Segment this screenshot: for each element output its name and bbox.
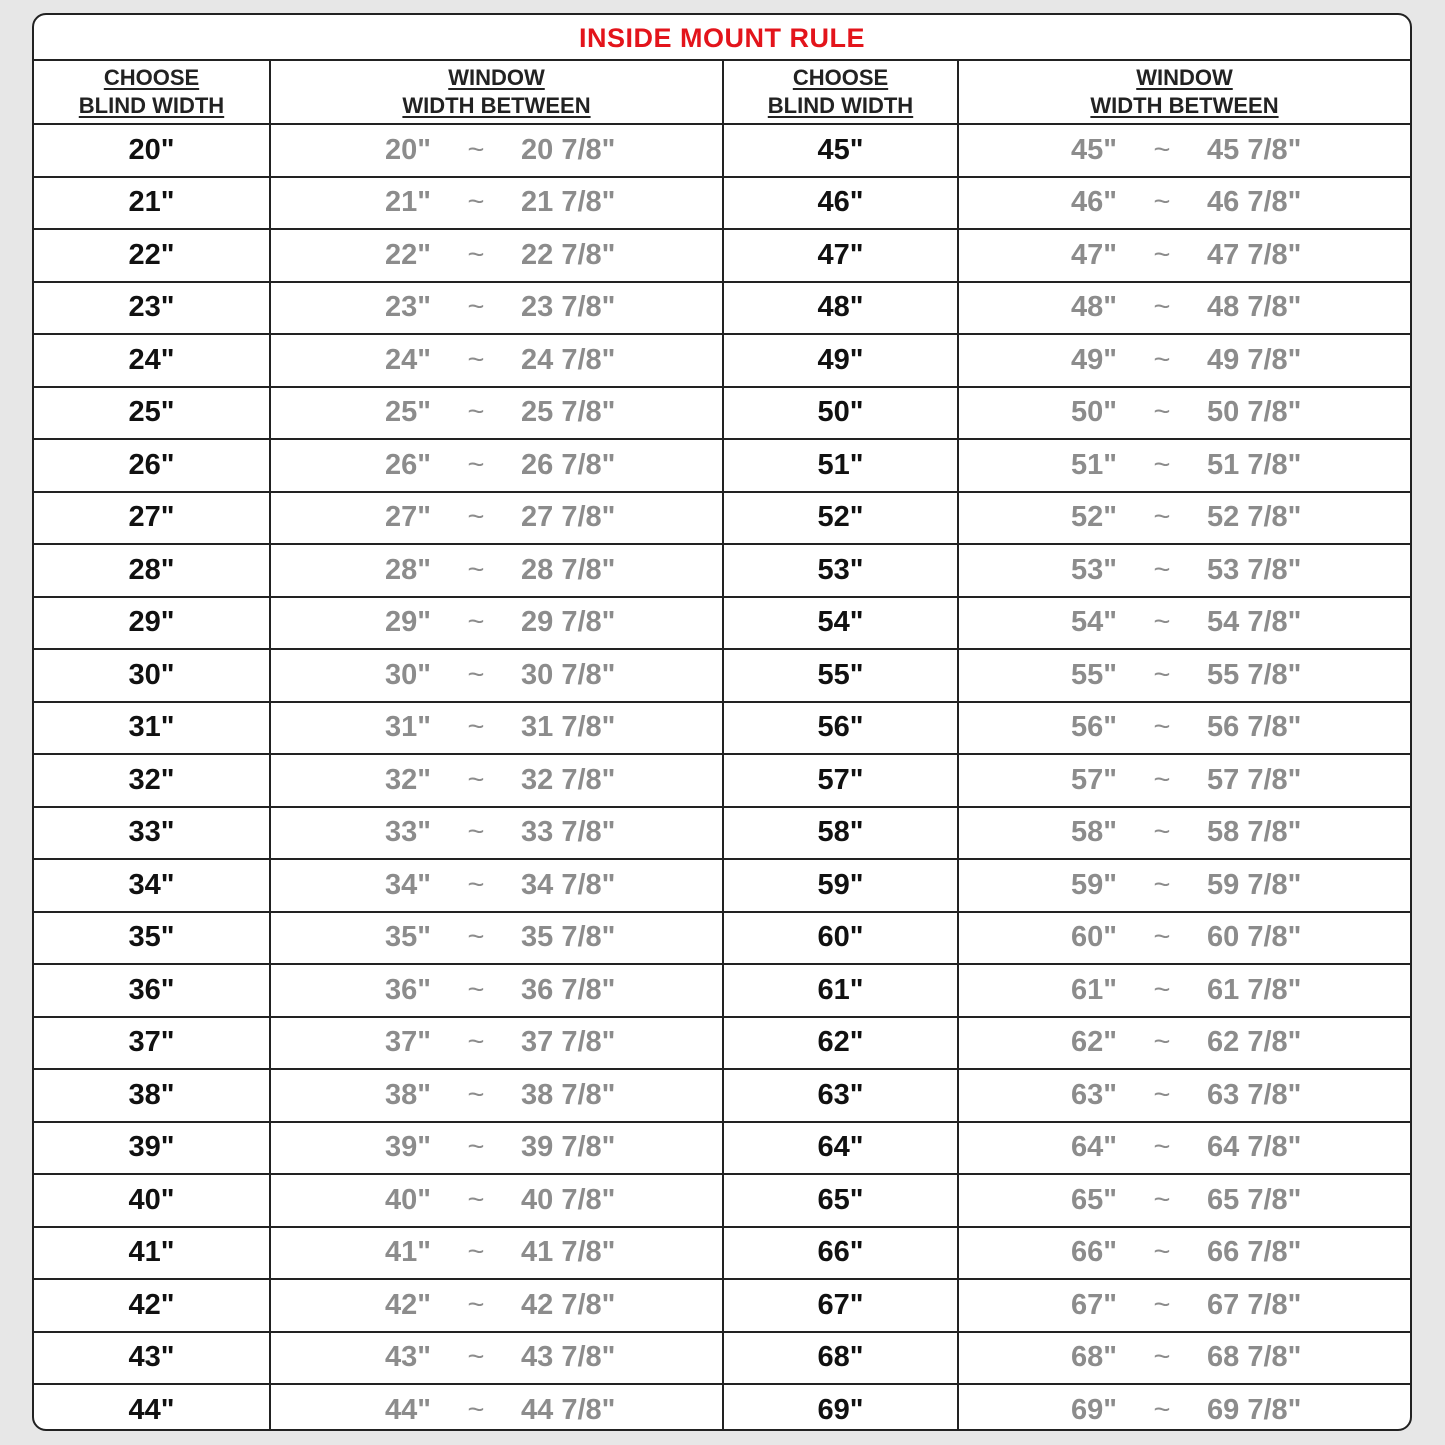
range-min: 40" xyxy=(384,1183,431,1216)
range-max: 69 7/8" xyxy=(1207,1393,1302,1426)
range-max: 40 7/8" xyxy=(521,1183,616,1216)
range-max: 62 7/8" xyxy=(1207,1026,1302,1059)
range-min: 52" xyxy=(1070,501,1117,534)
range-min: 37" xyxy=(384,1026,431,1059)
range-min: 67" xyxy=(1070,1288,1117,1321)
range-max: 60 7/8" xyxy=(1207,921,1302,954)
range-max: 32 7/8" xyxy=(521,763,616,796)
range-min: 35" xyxy=(384,921,431,954)
range-min: 57" xyxy=(1070,763,1117,796)
range-separator: ~ xyxy=(1153,1393,1171,1426)
range-max: 51 7/8" xyxy=(1207,448,1302,481)
range-max: 66 7/8" xyxy=(1207,1236,1302,1269)
range-max: 55 7/8" xyxy=(1207,658,1302,691)
window-range-cell xyxy=(958,649,1410,702)
blind-width-cell: 43" xyxy=(34,1332,270,1385)
range-min: 46" xyxy=(1070,186,1117,219)
blind-width-cell: 54" xyxy=(723,597,958,650)
range-max: 49 7/8" xyxy=(1207,343,1302,376)
blind-width-cell: 28" xyxy=(34,544,270,597)
window-range-cell xyxy=(958,1122,1410,1175)
blind-width-cell: 50" xyxy=(723,387,958,440)
range-separator: ~ xyxy=(1153,711,1171,744)
range-separator: ~ xyxy=(467,658,485,691)
table-row xyxy=(34,964,1410,1017)
window-range-cell xyxy=(270,1279,723,1332)
window-range-cell xyxy=(958,1279,1410,1332)
window-range-cell xyxy=(958,1227,1410,1280)
range-min: 36" xyxy=(384,973,431,1006)
range-separator: ~ xyxy=(1153,1131,1171,1164)
window-range-cell xyxy=(958,544,1410,597)
range-max: 59 7/8" xyxy=(1207,868,1302,901)
range-min: 30" xyxy=(384,658,431,691)
window-range-cell xyxy=(270,1227,723,1280)
range-min: 28" xyxy=(384,553,431,586)
window-range-cell xyxy=(270,1174,723,1227)
range-min: 45" xyxy=(1070,133,1117,166)
range-min: 33" xyxy=(384,816,431,849)
blind-width-cell: 26" xyxy=(34,439,270,492)
range-min: 34" xyxy=(384,868,431,901)
blind-width-cell: 46" xyxy=(723,177,958,230)
range-separator: ~ xyxy=(1153,186,1171,219)
blind-width-cell: 30" xyxy=(34,649,270,702)
blind-width-cell: 22" xyxy=(34,229,270,282)
window-range-cell xyxy=(958,229,1410,282)
range-min: 41" xyxy=(384,1236,431,1269)
blind-width-cell: 27" xyxy=(34,492,270,545)
table-row xyxy=(34,1017,1410,1070)
range-separator: ~ xyxy=(1153,921,1171,954)
range-max: 42 7/8" xyxy=(521,1288,616,1321)
header-row xyxy=(34,61,1410,124)
range-min: 47" xyxy=(1070,238,1117,271)
table-row xyxy=(34,1332,1410,1385)
range-separator: ~ xyxy=(1153,291,1171,324)
window-range-cell xyxy=(270,124,723,177)
range-max: 61 7/8" xyxy=(1207,973,1302,1006)
range-min: 25" xyxy=(384,396,431,429)
window-range-cell xyxy=(270,702,723,755)
window-range-cell xyxy=(270,859,723,912)
range-min: 63" xyxy=(1070,1078,1117,1111)
table-body xyxy=(34,124,1410,1431)
window-range-cell xyxy=(958,334,1410,387)
range-min: 50" xyxy=(1070,396,1117,429)
header-choose-blind-width-right: CHOOSE BLIND WIDTH xyxy=(723,61,958,124)
range-min: 59" xyxy=(1070,868,1117,901)
blind-width-cell: 56" xyxy=(723,702,958,755)
window-range-cell xyxy=(958,754,1410,807)
table-row xyxy=(34,387,1410,440)
range-max: 25 7/8" xyxy=(521,396,616,429)
range-max: 41 7/8" xyxy=(521,1236,616,1269)
chart-title: INSIDE MOUNT RULE xyxy=(34,15,1410,61)
range-min: 44" xyxy=(384,1393,431,1426)
table-row xyxy=(34,282,1410,335)
blind-width-cell: 59" xyxy=(723,859,958,912)
range-min: 42" xyxy=(384,1288,431,1321)
table-row xyxy=(34,649,1410,702)
range-max: 37 7/8" xyxy=(521,1026,616,1059)
range-separator: ~ xyxy=(1153,343,1171,376)
range-min: 49" xyxy=(1070,343,1117,376)
table-row xyxy=(34,1279,1410,1332)
range-max: 43 7/8" xyxy=(521,1341,616,1374)
range-separator: ~ xyxy=(1153,816,1171,849)
range-max: 68 7/8" xyxy=(1207,1341,1302,1374)
range-separator: ~ xyxy=(1153,1288,1171,1321)
window-range-cell xyxy=(958,177,1410,230)
blind-width-cell: 69" xyxy=(723,1384,958,1431)
range-max: 53 7/8" xyxy=(1207,553,1302,586)
window-range-cell xyxy=(270,807,723,860)
blind-width-cell: 40" xyxy=(34,1174,270,1227)
blind-width-cell: 29" xyxy=(34,597,270,650)
blind-width-cell: 42" xyxy=(34,1279,270,1332)
range-max: 57 7/8" xyxy=(1207,763,1302,796)
range-max: 33 7/8" xyxy=(521,816,616,849)
range-max: 34 7/8" xyxy=(521,868,616,901)
range-max: 24 7/8" xyxy=(521,343,616,376)
range-max: 64 7/8" xyxy=(1207,1131,1302,1164)
window-range-cell xyxy=(270,597,723,650)
range-min: 48" xyxy=(1070,291,1117,324)
range-max: 22 7/8" xyxy=(521,238,616,271)
window-range-cell xyxy=(270,229,723,282)
range-separator: ~ xyxy=(1153,1183,1171,1216)
window-range-cell xyxy=(270,1017,723,1070)
window-range-cell xyxy=(270,649,723,702)
range-min: 69" xyxy=(1070,1393,1117,1426)
range-separator: ~ xyxy=(467,711,485,744)
range-separator: ~ xyxy=(467,1341,485,1374)
window-range-cell xyxy=(270,282,723,335)
blind-width-cell: 41" xyxy=(34,1227,270,1280)
range-separator: ~ xyxy=(1153,396,1171,429)
blind-width-cell: 24" xyxy=(34,334,270,387)
range-min: 31" xyxy=(384,711,431,744)
blind-width-cell: 45" xyxy=(723,124,958,177)
blind-width-cell: 62" xyxy=(723,1017,958,1070)
range-separator: ~ xyxy=(467,1236,485,1269)
range-separator: ~ xyxy=(467,238,485,271)
range-separator: ~ xyxy=(1153,763,1171,796)
table-row xyxy=(34,1227,1410,1280)
range-max: 38 7/8" xyxy=(521,1078,616,1111)
range-separator: ~ xyxy=(467,396,485,429)
window-range-cell xyxy=(270,334,723,387)
blind-width-cell: 66" xyxy=(723,1227,958,1280)
range-max: 27 7/8" xyxy=(521,501,616,534)
window-range-cell xyxy=(958,807,1410,860)
range-separator: ~ xyxy=(467,868,485,901)
blind-width-cell: 34" xyxy=(34,859,270,912)
range-max: 39 7/8" xyxy=(521,1131,616,1164)
window-range-cell xyxy=(958,1384,1410,1431)
blind-width-cell: 57" xyxy=(723,754,958,807)
window-range-cell xyxy=(958,124,1410,177)
range-separator: ~ xyxy=(467,973,485,1006)
range-separator: ~ xyxy=(467,186,485,219)
range-separator: ~ xyxy=(467,1078,485,1111)
range-min: 23" xyxy=(384,291,431,324)
window-range-cell xyxy=(270,912,723,965)
range-min: 53" xyxy=(1070,553,1117,586)
blind-width-cell: 36" xyxy=(34,964,270,1017)
window-range-cell xyxy=(958,1332,1410,1385)
range-min: 26" xyxy=(384,448,431,481)
table-row xyxy=(34,807,1410,860)
range-separator: ~ xyxy=(467,1288,485,1321)
header-window-width-between-right: WINDOW WIDTH BETWEEN xyxy=(958,61,1410,124)
blind-width-cell: 20" xyxy=(34,124,270,177)
range-min: 65" xyxy=(1070,1183,1117,1216)
range-max: 63 7/8" xyxy=(1207,1078,1302,1111)
range-separator: ~ xyxy=(467,763,485,796)
blind-width-cell: 47" xyxy=(723,229,958,282)
range-max: 30 7/8" xyxy=(521,658,616,691)
blind-width-cell: 55" xyxy=(723,649,958,702)
table-row xyxy=(34,334,1410,387)
window-range-cell xyxy=(270,439,723,492)
blind-width-cell: 31" xyxy=(34,702,270,755)
table-row xyxy=(34,1384,1410,1431)
blind-width-cell: 65" xyxy=(723,1174,958,1227)
range-separator: ~ xyxy=(467,606,485,639)
range-max: 44 7/8" xyxy=(521,1393,616,1426)
range-separator: ~ xyxy=(1153,1341,1171,1374)
blind-width-cell: 51" xyxy=(723,439,958,492)
window-range-cell xyxy=(958,282,1410,335)
window-range-cell xyxy=(270,1069,723,1122)
range-min: 64" xyxy=(1070,1131,1117,1164)
range-max: 50 7/8" xyxy=(1207,396,1302,429)
blind-width-cell: 60" xyxy=(723,912,958,965)
window-range-cell xyxy=(270,1122,723,1175)
window-range-cell xyxy=(958,1017,1410,1070)
range-min: 60" xyxy=(1070,921,1117,954)
blind-width-cell: 32" xyxy=(34,754,270,807)
range-max: 29 7/8" xyxy=(521,606,616,639)
range-separator: ~ xyxy=(467,343,485,376)
window-range-cell xyxy=(958,439,1410,492)
window-range-cell xyxy=(958,492,1410,545)
table-row xyxy=(34,1122,1410,1175)
blind-width-cell: 39" xyxy=(34,1122,270,1175)
table-row xyxy=(34,177,1410,230)
range-max: 52 7/8" xyxy=(1207,501,1302,534)
range-min: 20" xyxy=(384,133,431,166)
range-separator: ~ xyxy=(467,553,485,586)
table-row xyxy=(34,754,1410,807)
range-separator: ~ xyxy=(467,501,485,534)
range-min: 22" xyxy=(384,238,431,271)
range-min: 54" xyxy=(1070,606,1117,639)
table-row xyxy=(34,124,1410,177)
range-separator: ~ xyxy=(467,448,485,481)
window-range-cell xyxy=(958,964,1410,1017)
window-range-cell xyxy=(958,1174,1410,1227)
range-min: 32" xyxy=(384,763,431,796)
range-min: 29" xyxy=(384,606,431,639)
range-max: 47 7/8" xyxy=(1207,238,1302,271)
range-max: 26 7/8" xyxy=(521,448,616,481)
range-min: 61" xyxy=(1070,973,1117,1006)
blind-width-cell: 52" xyxy=(723,492,958,545)
table-row xyxy=(34,702,1410,755)
range-max: 20 7/8" xyxy=(521,133,616,166)
range-max: 58 7/8" xyxy=(1207,816,1302,849)
table-row xyxy=(34,912,1410,965)
window-range-cell xyxy=(270,754,723,807)
range-separator: ~ xyxy=(1153,1236,1171,1269)
range-separator: ~ xyxy=(467,1131,485,1164)
window-range-cell xyxy=(958,859,1410,912)
range-separator: ~ xyxy=(1153,1078,1171,1111)
range-separator: ~ xyxy=(1153,238,1171,271)
range-separator: ~ xyxy=(467,133,485,166)
window-range-cell xyxy=(958,387,1410,440)
blind-width-cell: 67" xyxy=(723,1279,958,1332)
range-separator: ~ xyxy=(467,1393,485,1426)
range-min: 55" xyxy=(1070,658,1117,691)
window-range-cell xyxy=(270,387,723,440)
blind-width-cell: 63" xyxy=(723,1069,958,1122)
blind-width-cell: 37" xyxy=(34,1017,270,1070)
range-separator: ~ xyxy=(467,1026,485,1059)
header-choose-blind-width-left: CHOOSE BLIND WIDTH xyxy=(34,61,270,124)
range-separator: ~ xyxy=(467,291,485,324)
range-max: 56 7/8" xyxy=(1207,711,1302,744)
blind-width-cell: 38" xyxy=(34,1069,270,1122)
table-row xyxy=(34,1174,1410,1227)
blind-width-cell: 33" xyxy=(34,807,270,860)
range-min: 66" xyxy=(1070,1236,1117,1269)
range-max: 67 7/8" xyxy=(1207,1288,1302,1321)
range-min: 43" xyxy=(384,1341,431,1374)
blind-width-cell: 44" xyxy=(34,1384,270,1431)
blind-width-cell: 35" xyxy=(34,912,270,965)
range-min: 51" xyxy=(1070,448,1117,481)
window-range-cell xyxy=(958,912,1410,965)
range-max: 48 7/8" xyxy=(1207,291,1302,324)
range-max: 21 7/8" xyxy=(521,186,616,219)
range-separator: ~ xyxy=(1153,501,1171,534)
window-range-cell xyxy=(270,1332,723,1385)
blind-width-cell: 49" xyxy=(723,334,958,387)
range-max: 46 7/8" xyxy=(1207,186,1302,219)
range-min: 58" xyxy=(1070,816,1117,849)
window-range-cell xyxy=(270,964,723,1017)
range-separator: ~ xyxy=(1153,448,1171,481)
range-separator: ~ xyxy=(1153,606,1171,639)
blind-width-cell: 21" xyxy=(34,177,270,230)
range-separator: ~ xyxy=(1153,973,1171,1006)
range-min: 27" xyxy=(384,501,431,534)
range-min: 56" xyxy=(1070,711,1117,744)
size-table xyxy=(34,61,1410,1431)
window-range-cell xyxy=(270,544,723,597)
blind-width-cell: 23" xyxy=(34,282,270,335)
range-max: 28 7/8" xyxy=(521,553,616,586)
blind-width-cell: 61" xyxy=(723,964,958,1017)
header-window-width-between-left: WINDOW WIDTH BETWEEN xyxy=(270,61,723,124)
table-row xyxy=(34,1069,1410,1122)
range-separator: ~ xyxy=(1153,133,1171,166)
range-separator: ~ xyxy=(467,921,485,954)
range-separator: ~ xyxy=(467,816,485,849)
range-min: 38" xyxy=(384,1078,431,1111)
blind-width-cell: 64" xyxy=(723,1122,958,1175)
table-row xyxy=(34,492,1410,545)
range-min: 24" xyxy=(384,343,431,376)
range-separator: ~ xyxy=(467,1183,485,1216)
table-row xyxy=(34,229,1410,282)
table-row xyxy=(34,859,1410,912)
range-max: 35 7/8" xyxy=(521,921,616,954)
window-range-cell xyxy=(270,1384,723,1431)
range-separator: ~ xyxy=(1153,553,1171,586)
range-max: 65 7/8" xyxy=(1207,1183,1302,1216)
blind-width-cell: 48" xyxy=(723,282,958,335)
range-separator: ~ xyxy=(1153,1026,1171,1059)
blind-width-cell: 68" xyxy=(723,1332,958,1385)
range-separator: ~ xyxy=(1153,658,1171,691)
range-min: 62" xyxy=(1070,1026,1117,1059)
blind-width-cell: 58" xyxy=(723,807,958,860)
blind-width-cell: 25" xyxy=(34,387,270,440)
range-max: 31 7/8" xyxy=(521,711,616,744)
window-range-cell xyxy=(958,1069,1410,1122)
range-separator: ~ xyxy=(1153,868,1171,901)
table-row xyxy=(34,597,1410,650)
window-range-cell xyxy=(270,492,723,545)
size-chart-card xyxy=(32,13,1412,1431)
range-max: 36 7/8" xyxy=(521,973,616,1006)
range-min: 68" xyxy=(1070,1341,1117,1374)
table-row xyxy=(34,544,1410,597)
range-min: 39" xyxy=(384,1131,431,1164)
blind-width-cell: 53" xyxy=(723,544,958,597)
range-min: 21" xyxy=(384,186,431,219)
window-range-cell xyxy=(958,702,1410,755)
range-max: 45 7/8" xyxy=(1207,133,1302,166)
table-row xyxy=(34,439,1410,492)
window-range-cell xyxy=(958,597,1410,650)
window-range-cell xyxy=(270,177,723,230)
range-max: 23 7/8" xyxy=(521,291,616,324)
range-max: 54 7/8" xyxy=(1207,606,1302,639)
